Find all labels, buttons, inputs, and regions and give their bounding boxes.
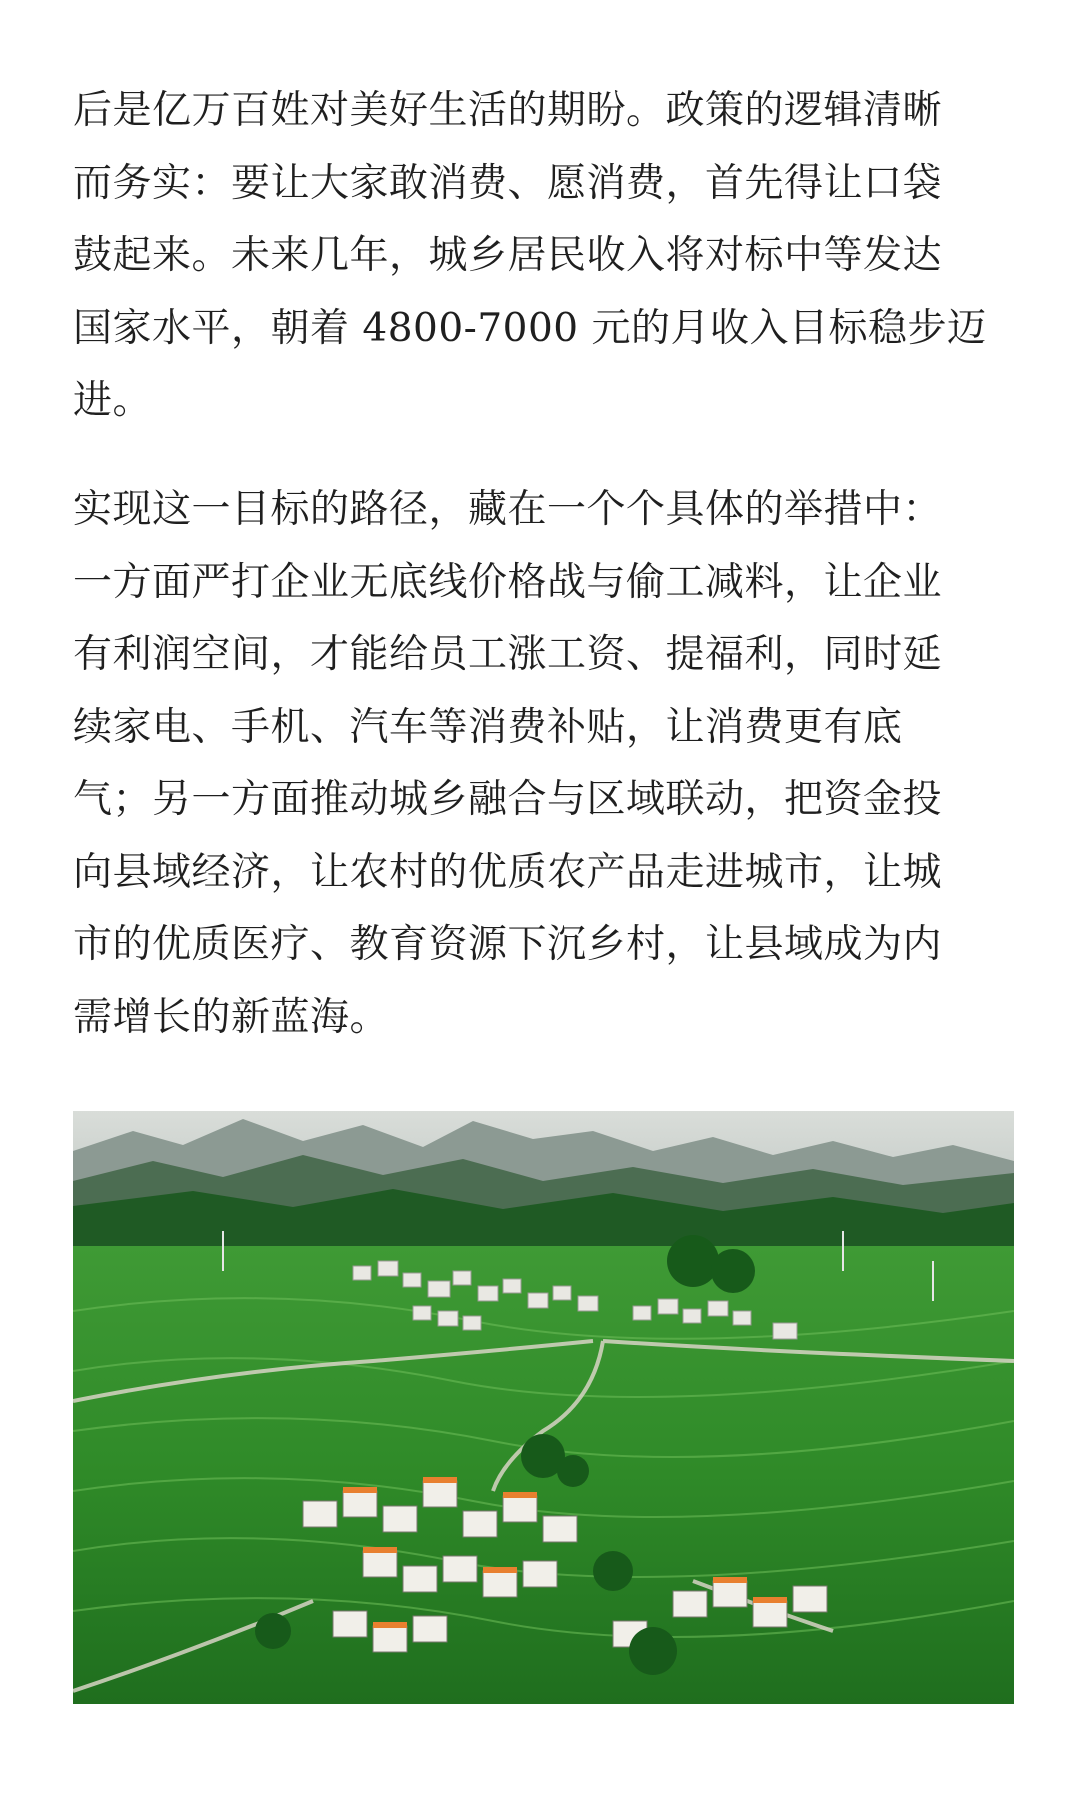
- paragraph-income-policy: [73, 75, 1021, 438]
- paragraph-measures: [73, 474, 1021, 1054]
- text-line: 续家电、手机、汽车等消费补贴，让消费更有底: [73, 704, 903, 750]
- text-line: 向县域经济，让农村的优质农产品走进城市，让城: [73, 849, 943, 895]
- text-line: 实现这一目标的路径，藏在一个个具体的举措中：: [73, 487, 943, 532]
- village-landscape-illustration: [73, 1111, 1014, 1704]
- village-landscape-photo[interactable]: [73, 1111, 1014, 1704]
- text-line: 有利润空间，才能给员工涨工资、提福利，同时延: [73, 632, 943, 677]
- text-line: 进。: [73, 378, 153, 423]
- text-line: 市的优质医疗、教育资源下沉乡村，让县域成为内: [73, 922, 943, 967]
- text-line: 而务实：要让大家敢消费、愿消费，首先得让口袋: [73, 160, 943, 206]
- text-line: 一方面严打企业无底线价格战与偷工减料，让企业: [73, 559, 943, 605]
- text-line: 后是亿万百姓对美好生活的期盼。政策的逻辑清晰: [73, 88, 943, 133]
- text-line: 国家水平，朝着 4800-7000 元的月收入目标稳步迈: [73, 305, 987, 351]
- text-line: 需增长的新蓝海。: [73, 994, 390, 1040]
- text-line: 气；另一方面推动城乡融合与区域联动，把资金投: [73, 777, 943, 822]
- text-line: 鼓起来。未来几年，城乡居民收入将对标中等发达: [73, 233, 943, 278]
